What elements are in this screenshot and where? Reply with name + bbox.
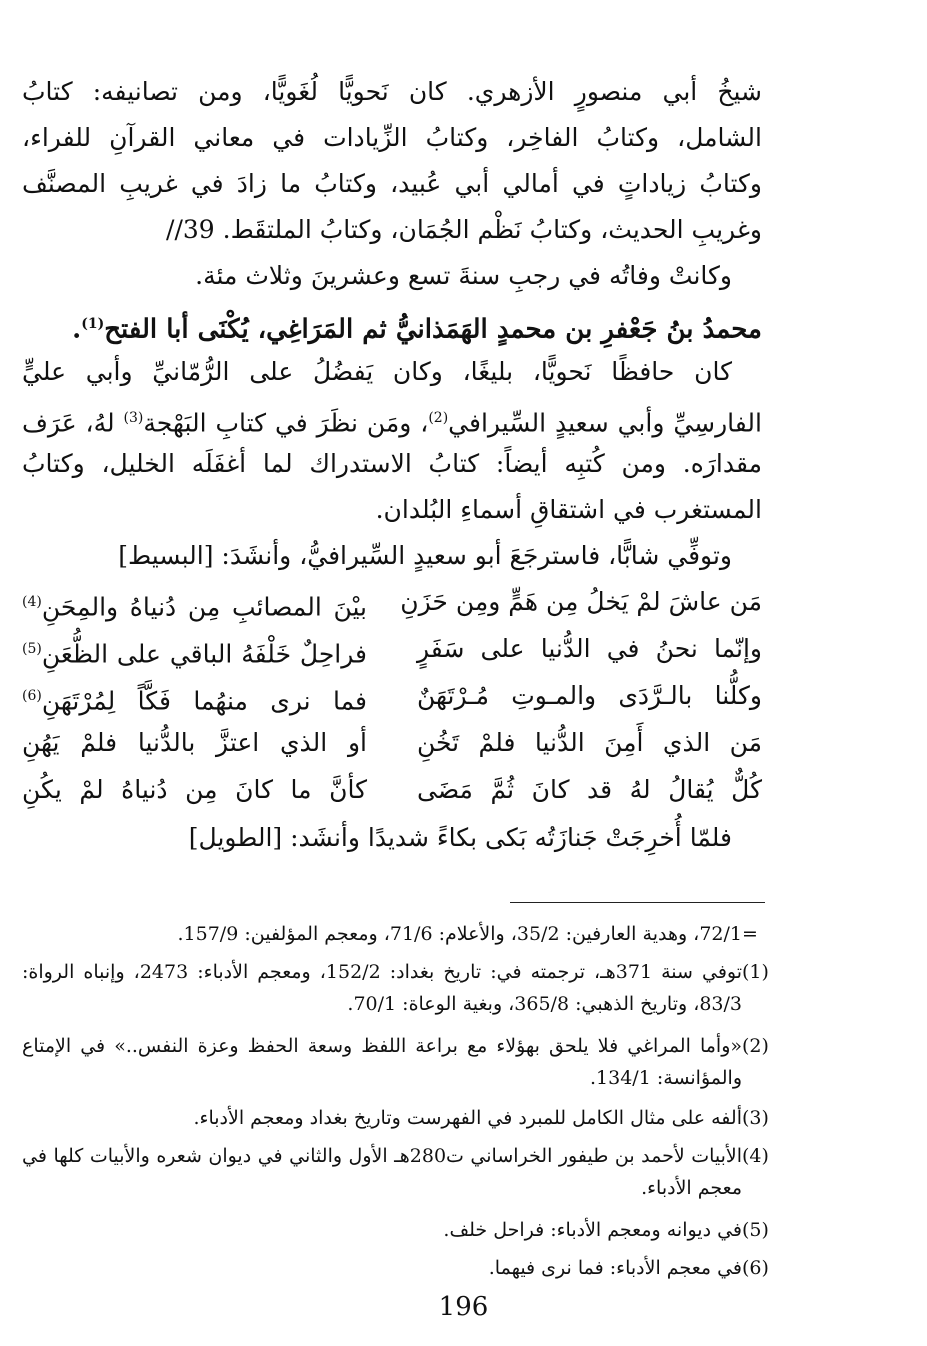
verse-first-hemistich: كُلٌّ يُقالُ لهُ قد كانَ ثُمَّ مَضَى — [417, 775, 762, 804]
text-line: الشامل، وكتابُ الفاخِر، وكتابُ الزِّيادات في معاني القرآنِ للفراء، — [22, 123, 762, 152]
text-line: كان حافظًا نَحويًّا، بليغًا، وكان يَفضُلُ على الرُّمّانيِّ وأبي عليٍّ — [22, 357, 732, 386]
verse-intro: وتوفِّي شابًّا، فاسترجَعَ أبو سعيدٍ السِّيرافيُّ، وأنشَدَ: [البسيط] — [118, 541, 732, 570]
verse-row — [22, 580, 762, 624]
text-line: وكتابُ زياداتٍ في أمالي أبي عُبيد، وكتابُ ما زادَ في غريبِ المصنَّف — [22, 169, 762, 198]
footnote-text: ألفه على مثال الكامل للمبرد في الفهرست وتاريخ بغداد ومعجم الأدباء. — [193, 1107, 742, 1129]
footnote-number: (3) — [742, 1107, 769, 1129]
verse-first-hemistich: وإنّما نحنُ في الدُّنيا على سَفَرٍ — [417, 634, 762, 663]
heading-end: . — [72, 314, 82, 345]
footnote-ref[interactable]: (5) — [22, 641, 42, 657]
text-line: شيخُ أبي منصورٍ الأزهري. كان نَحويًّا لُغَويًّا، ومن تصانيفه: كتابُ — [22, 77, 762, 106]
footnote-ref[interactable]: (6) — [22, 688, 42, 704]
text-segment: ، ومَن نظَرَ في كتابِ البَهْجة — [143, 408, 429, 438]
heading-text: محمدُ بنُ جَعْفرِ بن محمدٍ الهَمَذانيُّ ثم المَرَاغِي، يُكْنَى أبا الفتح — [104, 314, 762, 345]
footnote-text: 72/1، وهدية العارفين: 35/2، والأعلام: 71/6، ومعجم المؤلفين: 157/9. — [177, 923, 742, 945]
hemistich-text: بيْنَ المصائبِ مِن دُنياهُ والمِحَنِ — [41, 592, 367, 622]
footnote-text: توفي سنة 371هـ، ترجمته في: تاريخ بغداد: 152/2، ومعجم الأدباء: 2473، وإنباه الرواة: 83/3، وتاريخ الذهبي: 365/8، وبغية الوعاة: 70/1. — [22, 961, 743, 1015]
verse-row — [22, 721, 762, 765]
text-line: وكانتْ وفاتُه في رجبِ سنةَ تسع وعشرينَ وثلاث مئة. — [195, 261, 732, 290]
footnote-ref[interactable]: (2) — [428, 410, 449, 426]
verse-first-hemistich: مَن عاشَ لمْ يَخلُ مِن هَمٍّ ومِن حَزَنِ — [400, 587, 762, 616]
hemistich-text: فما نرى منهُما فَكَّاً لِمُرْتَهَنِ — [41, 686, 367, 716]
page-number: 196 — [438, 1292, 489, 1322]
footnote-text: «وأما المراغي فلا يلحق بهؤلاء مع براعة اللفظ وسعة الحفظ وعزة النفس..» في الإمتاع والمؤانسة: 134/1. — [22, 1035, 742, 1089]
footnote-number: (1) — [742, 961, 769, 983]
verse-row — [22, 674, 762, 718]
footnote-text: الأبيات لأحمد بن طيفور الخراساني ت280هـ الأول والثاني في ديوان شعره والأبيات كلها في معجم الأدباء. — [22, 1145, 743, 1199]
footnote-text: في معجم الأدباء: فما نرى فيهما. — [488, 1257, 742, 1279]
verse-row — [22, 627, 762, 671]
hemistich-text: فراحِلٌ خَلْفَهُ الباقي على الظُّعَنِ — [41, 639, 367, 669]
footnote-ref[interactable]: (4) — [22, 594, 42, 610]
verse-second-hemistich: كأنَّ ما كانَ مِن دُنياهُ لمْ يكُنِ — [22, 775, 367, 804]
footnote-text: في ديوانه ومعجم الأدباء: فراحل خلف. — [443, 1219, 742, 1241]
footnote-ref[interactable]: (1) — [81, 316, 105, 332]
text-segment: الفارسِيِّ وأبي سعيدٍ السِّيرافي — [448, 408, 762, 438]
footnote-number: (4) — [742, 1145, 769, 1167]
footnote-number: (5) — [742, 1219, 769, 1241]
footnote-number: (2) — [742, 1035, 769, 1057]
verse-first-hemistich: مَن الذي أَمِنَ الدُّنيا فلمْ تَخُنِ — [417, 728, 762, 757]
verse-row — [22, 768, 762, 812]
footnote-ref[interactable]: (3) — [123, 410, 144, 426]
text-line: مقدارَه. ومن كُتبِه أيضاً: كتابُ الاستدراك لما أغفَلَه الخليل، وكتابُ — [22, 449, 762, 478]
verse-second-hemistich — [22, 627, 367, 676]
footnote-divider — [510, 902, 765, 903]
text-line: المستغرب في اشتقاقِ أسماءِ البُلدان. — [375, 495, 762, 524]
text-line: فلمّا أُخرِجَتْ جَنازَتُه بَكى بكاءً شديدًا وأنشَد: [الطويل] — [188, 823, 732, 852]
verse-second-hemistich — [22, 674, 367, 723]
text-line: وغريبِ الحديث، وكتابُ نَظْم الجُمَان، وكتابُ الملتقَط. 39// — [166, 215, 762, 244]
verse-second-hemistich — [22, 580, 367, 629]
verse-first-hemistich: وكلُّنا بالـرَّدَى والمـوتِ مُـرْتَهَنٌ — [417, 681, 762, 710]
entry-heading — [22, 304, 762, 350]
footnote-number: = — [742, 923, 758, 945]
footnote-number: (6) — [742, 1257, 769, 1279]
verse-second-hemistich: أو الذي اعتزَّ بالدُّنيا فلمْ يَهُنِ — [22, 728, 367, 757]
text-segment: لهُ، عَرَف — [22, 408, 124, 438]
text-line — [22, 398, 762, 443]
